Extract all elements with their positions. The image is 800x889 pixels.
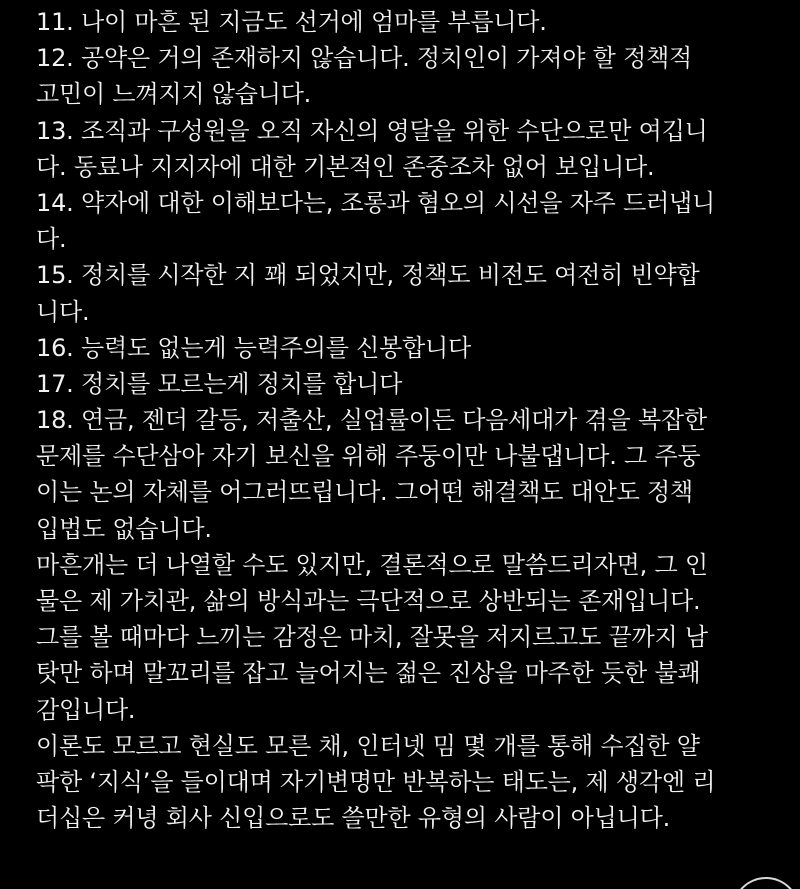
text-line: 탓만 하며 말꼬리를 잡고 늘어지는 젊은 진상을 마주한 듯한 불쾌 (36, 659, 701, 688)
text-line: 마흔개는 더 나열할 수도 있지만, 결론적으로 말씀드리자면, 그 인 (36, 550, 708, 579)
text-line: 이는 논의 자체를 어그러뜨립니다. 그어떤 해결책도 대안도 정책 (36, 478, 694, 507)
text-line: 12. 공약은 거의 존재하지 않습니다. 정치인이 가져야 할 정책적 (36, 44, 693, 73)
text-line: 11. 나이 마흔 된 지금도 선거에 엄마를 부릅니다. (36, 8, 547, 36)
text-line: 다. 동료나 지지자에 대한 기본적인 존중조차 없어 보입니다. (36, 152, 655, 181)
text-line: 입법도 없습니다. (36, 514, 212, 543)
text-line: 팍한 ‘지식’을 들이대며 자기변명만 반복하는 태도는, 제 생각엔 리 (36, 767, 716, 796)
text-line: 감입니다. (36, 695, 136, 724)
text-line: 이론도 모르고 현실도 모른 채, 인터넷 밈 몇 개를 통해 수집한 얄 (36, 731, 700, 760)
text-line: 16. 능력도 없는게 능력주의를 신봉합니다 (36, 333, 472, 362)
text-line: 14. 약자에 대한 이해보다는, 조롱과 혐오의 시선을 자주 드러냅니 (36, 188, 716, 217)
text-line: 다. (36, 225, 67, 254)
text-line: 고민이 느껴지지 않습니다. (36, 80, 312, 109)
text-line: 13. 조직과 구성원을 오직 자신의 영달을 위한 수단으로만 여깁니 (36, 116, 708, 145)
text-line: 더십은 커녕 회사 신입으로도 쓸만한 유형의 사람이 아닙니다. (36, 804, 671, 833)
text-line: 물은 제 가치관, 삶의 방식과는 극단적으로 상반되는 존재입니다. (36, 587, 701, 615)
floating-button-edge[interactable] (732, 877, 800, 889)
text-line: 18. 연금, 젠더 갈등, 저출산, 실업률이든 다음세대가 겪을 복잡한 (36, 406, 707, 435)
text-line: 17. 정치를 모르는게 정치를 합니다 (36, 369, 403, 398)
text-line: 니다. (36, 297, 90, 326)
text-line: 그를 볼 때마다 느끼는 감정은 마치, 잘못을 저지르고도 끝까지 남 (36, 623, 708, 652)
text-line: 15. 정치를 시작한 지 꽤 되었지만, 정책도 비전도 여전히 빈약합 (36, 261, 700, 290)
text-line: 문제를 수단삼아 자기 보신을 위해 주둥이만 나불댑니다. 그 주둥 (36, 442, 701, 471)
